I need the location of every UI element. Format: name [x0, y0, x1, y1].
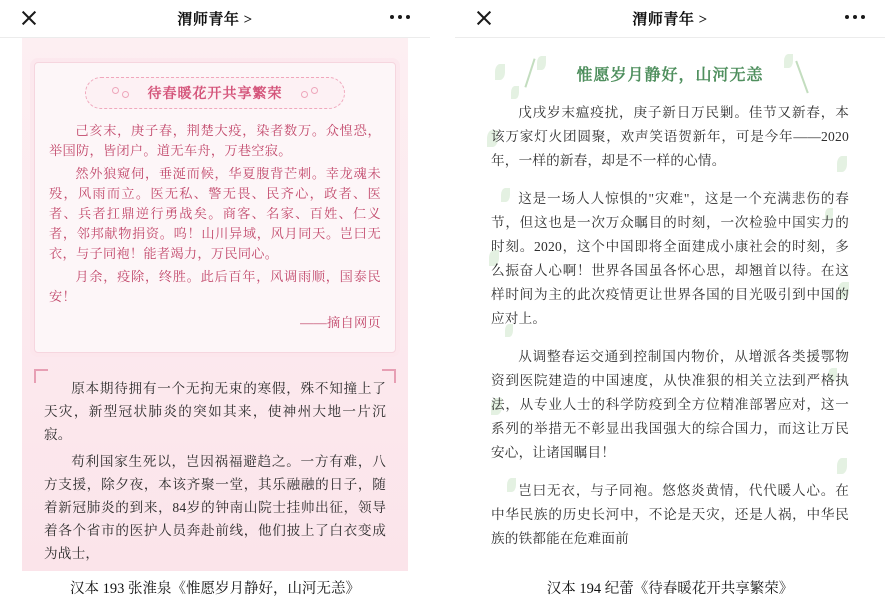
poem-source: ——摘自网页: [300, 315, 381, 330]
wechat-topbar-left: [0, 0, 430, 38]
screenshot-left: [0, 0, 430, 571]
figure-caption-left: 汉本 193 张淮泉《惟愿岁月静好，山河无恙》: [70, 581, 360, 597]
poem-headline: 待春暖花开共享繁荣: [147, 87, 283, 102]
more-options-icon[interactable]: [845, 15, 865, 19]
wechat-topbar-right: [455, 0, 885, 38]
article-right: [455, 38, 885, 571]
decor-dot-icon: [122, 91, 129, 98]
article-title: 惟愿岁月静好，山河无恙: [576, 67, 764, 84]
body-paragraph: 这是一场人人惊惧的"灾难"，这是一个充满悲伤的春节，但这也是一次万众瞩目的时刻，一次检验中国实力的时刻。2020，这个中国即将全面建成小康社会的时刻，多么振奋人心啊！世界各国虽各怀心思，却翘首以待。在这样时间为主的此次疫情更让世界各国的目光吸引到中国的应对上。: [491, 191, 849, 326]
page-title: 渭师青年 >: [177, 12, 253, 28]
article-body-right: [477, 91, 863, 551]
more-options-icon[interactable]: [390, 15, 410, 19]
body-paragraph: 原本期待拥有一个无拘无束的寒假，殊不知撞上了天灾，新型冠状肺炎的突如其来，使神州大地一片沉寂。: [44, 381, 386, 442]
screenshot-right: [455, 0, 885, 571]
body-paragraph: 从调整春运交通到控制国内物价，从增派各类援鄂物资到医院建造的中国速度，从快准狠的相关立法到严格执法，从专业人士的科学防疫到全方位精准部署应对，这一系列的举措无不彰显出我国强大的综合国力，而这让万民安心，让诸国瞩目！: [491, 349, 849, 460]
poem-paragraph: 然外狼窥伺，垂涎而候，华夏腹背芒刺。幸龙魂未殁，风雨而立。医无私、警无畏、民齐心，政者、医者、兵者扛鼎逆行勇战矣。商客、名家、百姓、仁义者，邻邦献物捐资。呜！山川异域，风月同天。岂曰无衣，与子同袍！能者竭力，万民同心。: [49, 166, 381, 261]
poem-paragraph: 己亥末，庚子春，荆楚大疫，染者数万。众惶恐，举国防，皆闭户。道无车舟，万巷空寂。: [49, 123, 381, 158]
article-body-left: [34, 369, 396, 565]
page-title: 渭师青年 >: [632, 12, 708, 28]
green-article-background: [477, 38, 863, 571]
decor-dot-icon: [112, 87, 119, 94]
decor-dot-icon: [301, 91, 308, 98]
article-left: [0, 38, 430, 571]
decor-dot-icon: [311, 87, 318, 94]
poem-card: [34, 62, 396, 353]
figure-caption-right: 汉本 194 纪蕾《待春暖花开共享繁荣》: [546, 581, 794, 597]
body-paragraph: 苟利国家生死以，岂因祸福避趋之。一方有难，八方支援，除夕夜，本该齐聚一堂，其乐融融的日子，随着新冠肺炎的到来，84岁的钟南山院士挂帅出征，领导着各个省市的医护人员奔赴前线，他们披上了白衣变成为战士，: [44, 454, 386, 561]
body-paragraph: 戊戌岁末瘟疫扰，庚子新日万民剿。佳节又新春，本该万家灯火团圆聚，欢声笑语贺新年，可是今年——2020年，一样的新春，却是不一样的心情。: [491, 105, 849, 168]
corner-bracket-icon: [382, 369, 396, 383]
pink-article-background: [22, 38, 408, 571]
corner-bracket-icon: [34, 369, 48, 383]
poem-headline-pill: [85, 77, 345, 109]
body-paragraph: 岂曰无衣，与子同袍。悠悠炎黄情，代代暖人心。在中华民族的历史长河中，不论是天灾，还是人祸，中华民族的铁都能在危难面前: [491, 483, 849, 546]
poem-paragraph: 月余，疫除，终胜。此后百年，风调雨顺，国泰民安！: [49, 269, 381, 304]
